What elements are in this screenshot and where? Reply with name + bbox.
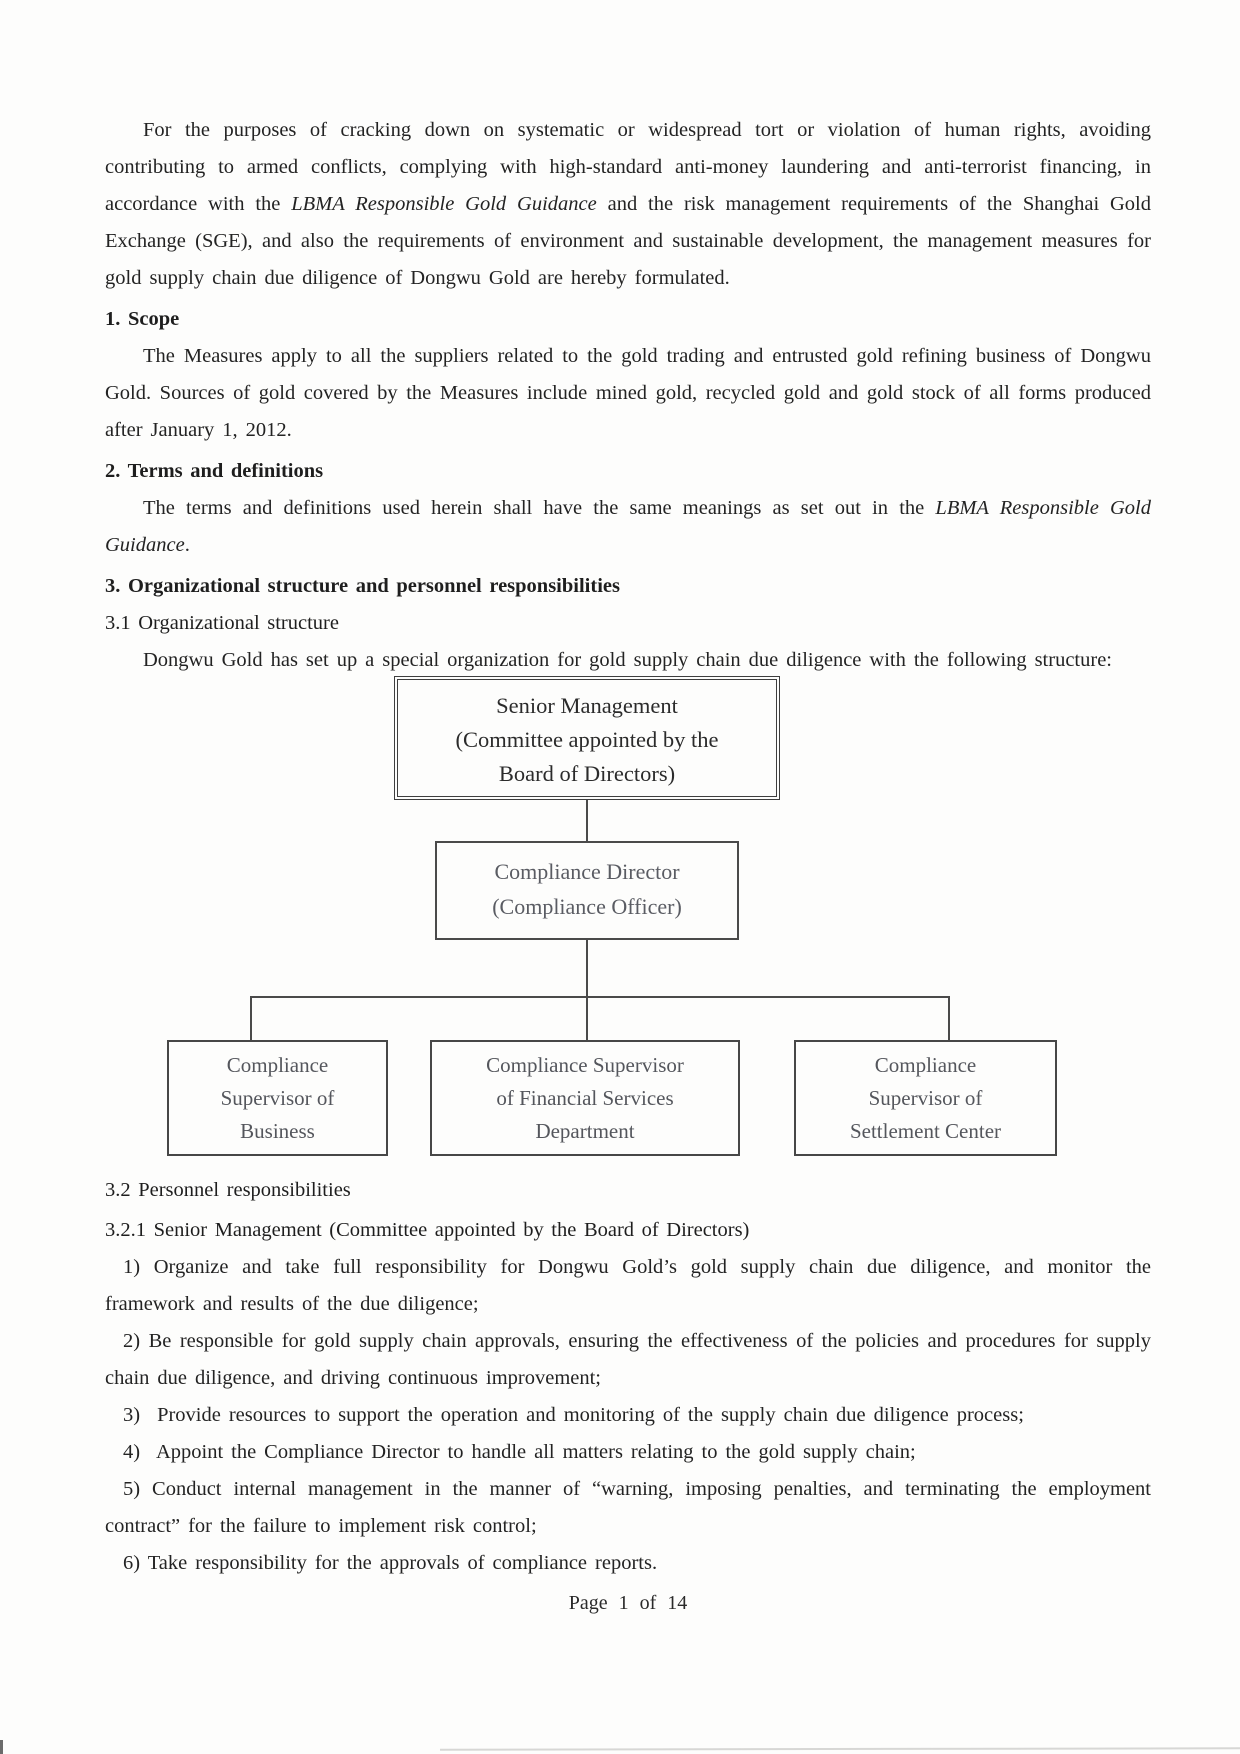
box-text-line: Business — [240, 1119, 315, 1143]
connector-line-vertical-top — [586, 800, 588, 841]
connector-line-drop-right — [948, 996, 950, 1040]
heading-terms-definitions: 2. Terms and definitions — [105, 460, 324, 482]
page-number: Page 1 of 14 — [568, 1592, 688, 1614]
org-chart-box-supervisor-business — [167, 1040, 388, 1156]
responsibility-item — [105, 1471, 1151, 1545]
box-text-line: (Committee appointed by the — [455, 727, 719, 752]
responsibility-item — [105, 1397, 1151, 1434]
responsibility-item — [105, 1249, 1151, 1323]
item-text: Organize and take full responsibility for Dongwu Gold’s gold supply chain due diligence, and monitor the framework and results of the due diligence; — [105, 1256, 1151, 1315]
item-number: 6) — [123, 1552, 141, 1574]
terms-paragraph — [105, 490, 1151, 564]
heading-3-1-organizational-structure: 3.1 Organizational structure — [105, 612, 339, 634]
italic-text-segment: LBMA Responsible Gold Guidance — [105, 497, 1151, 556]
document-content — [105, 112, 1151, 1620]
org-chart-box-compliance-director — [435, 841, 739, 940]
responsibility-item — [105, 1545, 1151, 1582]
connector-line-vertical-middle — [586, 940, 588, 998]
item-number: 2) — [123, 1330, 141, 1352]
box-text-line: Senior Management — [496, 693, 678, 718]
italic-text-segment: LBMA Responsible Gold Guidance — [291, 193, 597, 215]
heading-organizational-structure: 3. Organizational structure and personnel responsibilities — [105, 575, 620, 597]
item-number: 5) — [123, 1478, 141, 1500]
org-intro-paragraph — [105, 642, 1151, 679]
box-text-line: Supervisor of — [868, 1086, 983, 1110]
org-chart-box-supervisor-settlement-center — [794, 1040, 1057, 1156]
text-segment: Dongwu Gold has set up a special organization for gold supply chain due diligence with the following structure: — [143, 649, 1112, 671]
responsibilities-list — [105, 1249, 1151, 1582]
scan-artifact-line — [440, 1747, 1240, 1750]
item-number: 3) — [123, 1404, 141, 1426]
scan-artifact-mark — [0, 1740, 3, 1754]
box-text-line: Department — [535, 1119, 635, 1143]
org-chart — [105, 679, 1151, 1158]
box-text-line: Supervisor of — [220, 1086, 335, 1110]
responsibility-item — [105, 1434, 1151, 1471]
org-chart-box-supervisor-financial-services — [430, 1040, 740, 1156]
scope-paragraph — [105, 338, 1151, 449]
responsibility-item — [105, 1323, 1151, 1397]
item-text: Be responsible for gold supply chain approvals, ensuring the effectiveness of the policies and procedures for supply chain due diligence, and driving continuous improvement; — [105, 1330, 1152, 1389]
box-text-line: Compliance Director — [494, 859, 680, 884]
box-text-line: Settlement Center — [849, 1119, 1002, 1143]
item-text: Provide resources to support the operation and monitoring of the supply chain due diligence process; — [157, 1404, 1024, 1426]
box-text-line: (Compliance Officer) — [492, 894, 682, 919]
box-text-line: of Financial Services — [496, 1086, 674, 1110]
heading-scope: 1. Scope — [105, 308, 180, 330]
text-segment: For the purposes of cracking down on systematic or widespread tort or violation of human rights, avoiding contributing to armed conflicts, complying with high-standard anti-money laundering and anti-terrorist financing, in accordance with the — [105, 119, 1151, 215]
heading-3-2-1-senior-management: 3.2.1 Senior Management (Committee appointed by the Board of Directors) — [105, 1219, 750, 1241]
item-text: Appoint the Compliance Director to handle all matters relating to the gold supply chain; — [155, 1441, 916, 1463]
text-segment: The Measures apply to all the suppliers related to the gold trading and entrusted gold refining business of Dongwu Gold. Sources of gold covered by the Measures include mined gold, recycled gold and gold stock of all forms produced after January 1, 2012. — [105, 345, 1151, 441]
item-number: 1) — [123, 1256, 141, 1278]
box-text-line: Compliance Supervisor — [486, 1053, 684, 1077]
intro-paragraph — [105, 112, 1151, 297]
heading-3-2-personnel-responsibilities: 3.2 Personnel responsibilities — [105, 1179, 351, 1201]
box-text-line: Board of Directors) — [498, 761, 676, 786]
item-text: Take responsibility for the approvals of compliance reports. — [147, 1552, 658, 1574]
item-text: Conduct internal management in the manner of “warning, imposing penalties, and terminating the employment contract” for the failure to implement risk control; — [105, 1478, 1152, 1537]
item-number: 4) — [123, 1441, 141, 1463]
connector-line-drop-center — [586, 996, 588, 1040]
box-text-line: Compliance — [874, 1053, 977, 1077]
connector-line-horizontal — [250, 996, 950, 998]
box-text-line: Compliance — [226, 1053, 329, 1077]
text-segment: . — [184, 534, 190, 556]
org-chart-box-senior-management — [397, 679, 777, 797]
connector-line-drop-left — [250, 996, 252, 1040]
text-segment: The terms and definitions used herein shall have the same meanings as set out in the — [143, 497, 936, 519]
text-segment: and the risk management requirements of the Shanghai Gold Exchange (SGE), and also the requirements of environment and sustainable development, the management measures for gold supply chain due diligence of Dongwu Gold are hereby formulated. — [105, 193, 1151, 289]
